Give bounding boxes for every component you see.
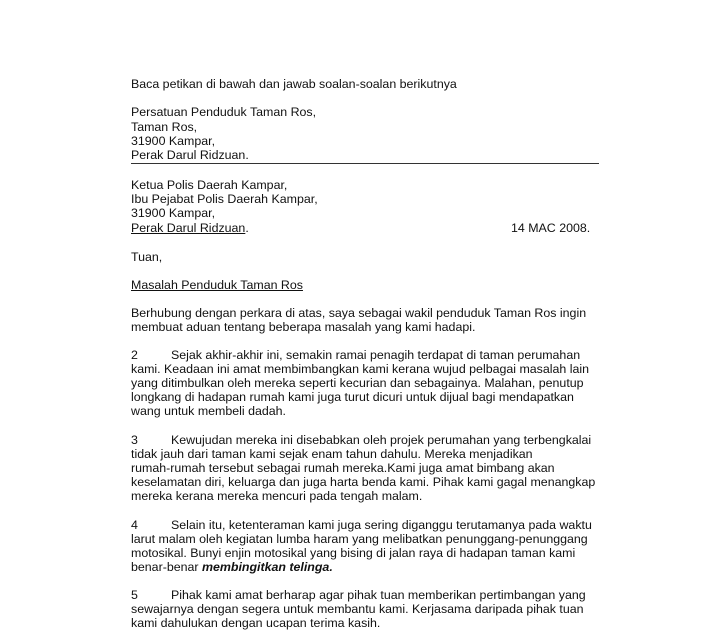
recipient-state: Perak Darul Ridzuan [131, 221, 246, 235]
header-divider [131, 163, 599, 164]
paragraph-line [131, 518, 592, 533]
sender-line: Persatuan Penduduk Taman Ros, [131, 105, 317, 119]
paragraph-text: Selain itu, ketenteraman kami juga sering diganggu terutamanya pada waktu [171, 518, 592, 532]
paragraph-line: rumah-rumah tersebut sebagai rumah mereka.Kami juga amat bimbang akan [131, 461, 555, 475]
paragraph-line: motosikal. Bunyi enjin motosikal yang bising di jalan raya di hadapan taman kami [131, 546, 576, 560]
paragraph-line: mereka kerana mereka mencuri pada tengah malam. [131, 489, 423, 503]
paragraph-line [131, 348, 580, 363]
paragraph-line: membuat aduan tentang beberapa masalah yang kami hadapi. [131, 320, 476, 334]
paragraph-line: sewajarnya dengan segera untuk membantu kami. Kerjasama daripada pihak tuan [131, 602, 584, 616]
paragraph-line: larut malam oleh kegiatan lumba haram yang melibatkan penunggang-penunggang [131, 532, 588, 546]
paragraph-line: kami dahulukan dengan ucapan terima kasih. [131, 616, 381, 630]
emphasized-phrase: membingitkan telinga. [201, 560, 333, 574]
sender-line: Perak Darul Ridzuan. [131, 148, 249, 162]
letter-date: 14 MAC 2008. [511, 221, 591, 235]
recipient-suffix: . [245, 221, 249, 235]
paragraph-text: Pihak kami amat berharap agar pihak tuan memberikan pertimbangan yang [171, 588, 586, 602]
paragraph-line: wang untuk membeli dadah. [131, 404, 286, 418]
recipient-line: Ketua Polis Daerah Kampar, [131, 178, 288, 192]
recipient-line: 31900 Kampar, [131, 206, 216, 220]
paragraph-line: kami. Keadaan ini amat membimbangkan kami kerana wujud pelbagai masalah lain [131, 362, 590, 376]
sender-line: 31900 Kampar, [131, 134, 216, 148]
salutation: Tuan, [131, 250, 163, 264]
paragraph-number: 5 [131, 588, 138, 602]
paragraph-line: Berhubung dengan perkara di atas, saya sebagai wakil penduduk Taman Ros ingin [131, 306, 587, 320]
paragraph-line [131, 433, 591, 448]
paragraph-line: longkang di hadapan rumah kami juga turut dicuri untuk dijual bagi mendapatkan [131, 390, 574, 404]
paragraph-text: benar-benar [131, 560, 202, 574]
paragraph-line [131, 588, 586, 603]
letter-subject: Masalah Penduduk Taman Ros [131, 278, 303, 292]
sender-line: Taman Ros, [131, 120, 198, 134]
instruction-text: Baca petikan di bawah dan jawab soalan-soalan berikutnya [131, 77, 457, 91]
recipient-line-last [131, 221, 249, 236]
paragraph-number: 3 [131, 433, 138, 447]
paragraph-number: 2 [131, 348, 138, 362]
recipient-line: Ibu Pejabat Polis Daerah Kampar, [131, 192, 318, 206]
paragraph-line: yang ditimbulkan oleh mereka seperti kecurian dan sebagainya. Malahan, penutup [131, 376, 584, 390]
paragraph-text: Kewujudan mereka ini disebabkan oleh projek perumahan yang terbengkalai [171, 433, 592, 447]
paragraph-line: tidak jauh dari taman kami sejak enam tahun dahulu. Mereka menjadikan [131, 447, 533, 461]
paragraph-number: 4 [131, 518, 138, 532]
paragraph-text: Sejak akhir-akhir ini, semakin ramai penagih terdapat di taman perumahan [171, 348, 581, 362]
paragraph-line: keselamatan diri, keluarga dan juga harta benda kami. Pihak kami gagal menangkap [131, 475, 596, 489]
paragraph-line [131, 560, 333, 575]
